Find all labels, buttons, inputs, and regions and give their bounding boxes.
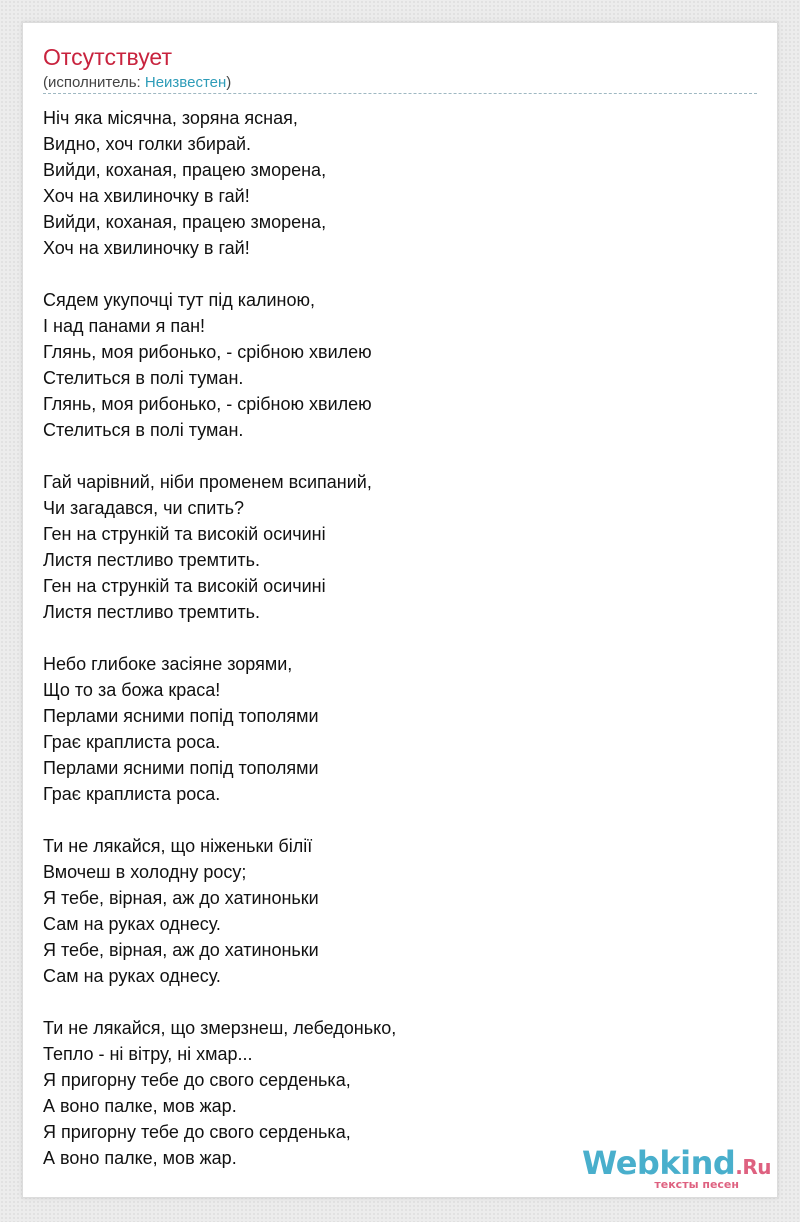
lyric-line: Що то за божа краса!: [43, 680, 221, 700]
lyric-line: Листя пестливо тремтить.: [43, 550, 260, 570]
lyric-line: Грає краплиста роса.: [43, 784, 221, 804]
lyric-line: Ген на стрункій та високій осичині: [43, 524, 326, 544]
artist-link[interactable]: Неизвестен: [144, 74, 227, 91]
watermark-name: Webkind: [582, 1144, 736, 1182]
lyric-line: Ген на стрункій та високій осичині: [43, 576, 326, 596]
lyric-line: Вмочеш в холодну росу;: [43, 862, 247, 882]
watermark-tagline: тексты песен: [654, 1178, 739, 1191]
lyric-line: Небо глибоке засіяне зорями,: [43, 654, 293, 674]
lyric-line: Вийди, коханая, працею зморена,: [43, 212, 327, 232]
lyric-line: Ніч яка місячна, зоряна ясная,: [43, 108, 298, 128]
lyric-line: Глянь, моя рибонько, - срібною хвилею: [43, 394, 372, 414]
lyric-line: Сядем укупочці тут під калиною,: [43, 290, 315, 310]
lyric-line: Хоч на хвилиночку в гай!: [43, 238, 250, 258]
lyric-line: Ти не лякайся, що ніженьки білії: [43, 836, 313, 856]
lyric-line: І над панами я пан!: [43, 316, 206, 336]
lyric-line: Хоч на хвилиночку в гай!: [43, 186, 250, 206]
lyric-line: Перлами ясними попід тополями: [43, 758, 319, 778]
lyric-line: Перлами ясними попід тополями: [43, 706, 319, 726]
lyric-line: Я пригорну тебе до свого серденька,: [43, 1070, 351, 1090]
song-title: Отсутствует: [43, 44, 172, 70]
lyric-line: Сам на руках однесу.: [43, 914, 221, 934]
lyric-line: Ти не лякайся, що змерзнеш, лебедонько,: [43, 1018, 397, 1038]
lyric-line: Видно, хоч голки збирай.: [43, 134, 252, 154]
stanza: [43, 105, 743, 261]
artist-suffix: ): [226, 74, 232, 91]
title-divider: [43, 93, 757, 94]
lyric-line: Я тебе, вірная, аж до хатиноньки: [43, 888, 319, 908]
stanza: [43, 651, 743, 807]
lyrics-text: [43, 105, 743, 1197]
lyric-line: Листя пестливо тремтить.: [43, 602, 260, 622]
lyric-line: Гай чарівний, ніби променем всипаний,: [43, 472, 372, 492]
lyric-line: Сам на руках однесу.: [43, 966, 221, 986]
lyric-line: Глянь, моя рибонько, - срібною хвилею: [43, 342, 372, 362]
lyric-line: Вийди, коханая, працею зморена,: [43, 160, 327, 180]
watermark-tld: .Ru: [735, 1155, 771, 1179]
artist-line: [43, 73, 231, 93]
lyric-line: А воно палке, мов жар.: [43, 1096, 237, 1116]
lyric-line: Я пригорну тебе до свого серденька,: [43, 1122, 351, 1142]
artist-prefix: (исполнитель:: [43, 74, 145, 91]
lyric-line: Грає краплиста роса.: [43, 732, 221, 752]
lyrics-card: [22, 22, 778, 1198]
lyric-line: Чи загадався, чи спить?: [43, 498, 244, 518]
stanza: [43, 287, 743, 443]
lyric-line: Тепло - ні вітру, ні хмар...: [43, 1044, 253, 1064]
stanza: [43, 833, 743, 989]
lyric-line: Стелиться в полі туман.: [43, 420, 244, 440]
lyric-line: Я тебе, вірная, аж до хатиноньки: [43, 940, 319, 960]
lyric-line: Стелиться в полі туман.: [43, 368, 244, 388]
lyric-line: А воно палке, мов жар.: [43, 1148, 237, 1168]
webkind-watermark: [581, 1145, 771, 1191]
stanza: [43, 469, 743, 625]
